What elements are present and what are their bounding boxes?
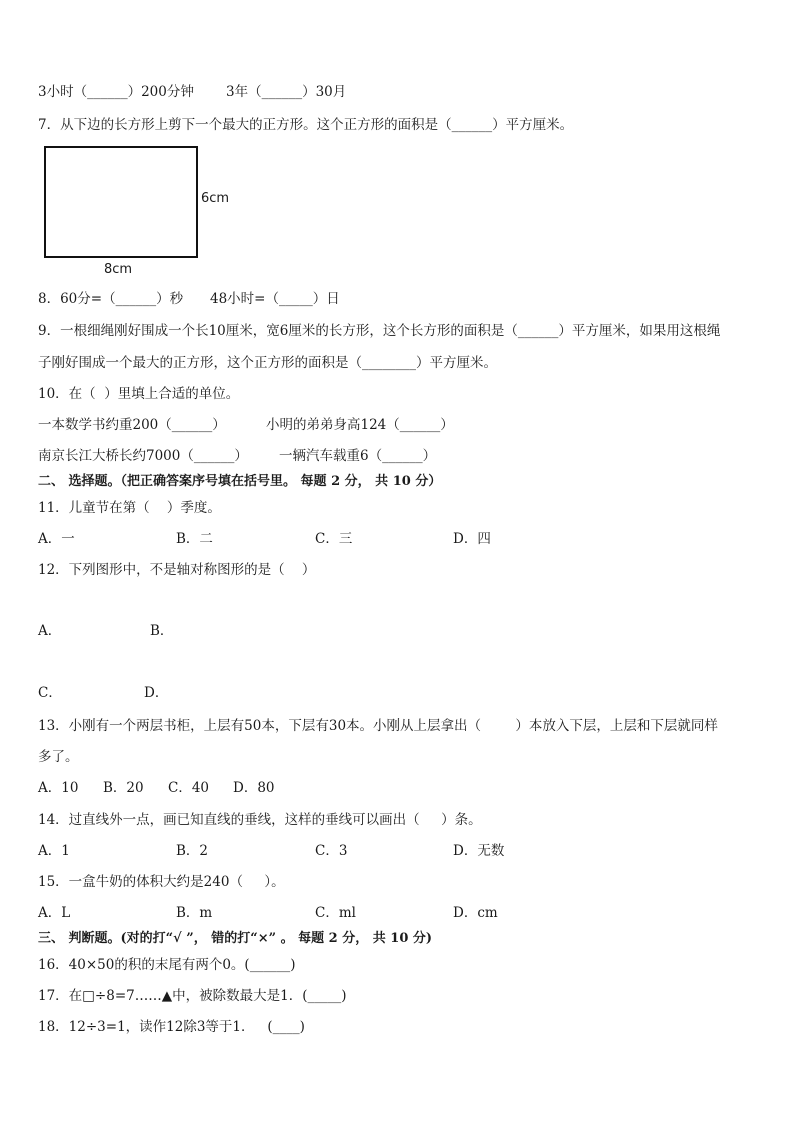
q13-line2: 多了。 xyxy=(38,749,79,765)
q11-option-c: C．三 xyxy=(315,531,353,547)
q15-text: 15．一盒牛奶的体积大约是240（ ）。 xyxy=(38,874,285,890)
q14-option-d: D．无数 xyxy=(453,843,505,859)
q13-option-a: A．10 xyxy=(38,780,79,796)
q11-text: 11．儿童节在第（ ）季度。 xyxy=(38,500,221,516)
q12-text: 12．下列图形中，不是轴对称图形的是（ ） xyxy=(38,562,316,578)
q12-option-b: B． xyxy=(150,623,174,639)
q10-b: 小明的弟弟身高124（______） xyxy=(266,417,454,433)
q16-text: 16．40×50的积的末尾有两个0。(______) xyxy=(38,957,296,973)
q7-text: 7．从下边的长方形上剪下一个最大的正方形。这个正方形的面积是（______）平方厘米。 xyxy=(38,117,574,133)
q12-option-c: C． xyxy=(38,685,62,701)
section-2-heading: 二、 选择题。（把正确答案序号填在括号里。 每题 2 分， 共 10 分） xyxy=(38,474,442,489)
q10-a: 一本数学书约重200（______） xyxy=(38,417,226,433)
q17-text: 17．在□÷8=7……▲中，被除数最大是1．(_____) xyxy=(38,988,347,1004)
q14-option-a: A．1 xyxy=(38,843,70,859)
q12-option-a: A． xyxy=(38,623,62,639)
q9-line2: 子刚好围成一个最大的正方形，这个正方形的面积是（________）平方厘米。 xyxy=(38,355,497,371)
q12-option-d: D． xyxy=(144,685,169,701)
q13-option-b: B．20 xyxy=(103,780,144,796)
q8-left: 8．60分=（______）秒 xyxy=(38,291,184,307)
q10-c: 南京长江大桥长约7000（______） xyxy=(38,448,248,464)
rect-bottom-label: 8cm xyxy=(104,262,133,277)
q15-option-b: B．m xyxy=(176,905,213,921)
q15-option-c: C．ml xyxy=(315,905,356,921)
q13-option-d: D．80 xyxy=(233,780,275,796)
q10-d: 一辆汽车载重6（______） xyxy=(279,448,437,464)
q13-option-c: C．40 xyxy=(168,780,210,796)
q18-text: 18．12÷3=1，读作12除3等于1． (____) xyxy=(38,1019,305,1035)
q13-line1: 13．小刚有一个两层书柜，上层有50本，下层有30本。小刚从上层拿出（ ）本放入下层，上层和下层就同样 xyxy=(38,718,718,734)
q9-line1: 9．一根细绳刚好围成一个长10厘米，宽6厘米的长方形，这个长方形的面积是（______）平方厘米，如果用这根绳 xyxy=(38,323,721,339)
q11-option-d: D．四 xyxy=(453,531,491,547)
q10-title: 10．在（ ）里填上合适的单位。 xyxy=(38,386,240,402)
q6-right: 3年（______）30月 xyxy=(226,84,347,100)
q14-option-b: B．2 xyxy=(176,843,209,859)
q11-option-a: A．一 xyxy=(38,531,75,547)
q14-text: 14．过直线外一点，画已知直线的垂线，这样的垂线可以画出（ ）条。 xyxy=(38,812,482,828)
section-3-heading: 三、 判断题。(对的打“√ ”， 错的打“×” 。 每题 2 分， 共 10 分) xyxy=(38,931,433,946)
q6-left: 3小时（______）200分钟 xyxy=(38,84,194,100)
rectangle-figure xyxy=(44,146,198,258)
q15-option-d: D．cm xyxy=(453,905,498,921)
q8-right: 48小时=（_____）日 xyxy=(210,291,340,307)
q14-option-c: C．3 xyxy=(315,843,348,859)
q15-option-a: A．L xyxy=(38,905,71,921)
rect-side-label: 6cm xyxy=(201,191,230,206)
q11-option-b: B．二 xyxy=(176,531,213,547)
